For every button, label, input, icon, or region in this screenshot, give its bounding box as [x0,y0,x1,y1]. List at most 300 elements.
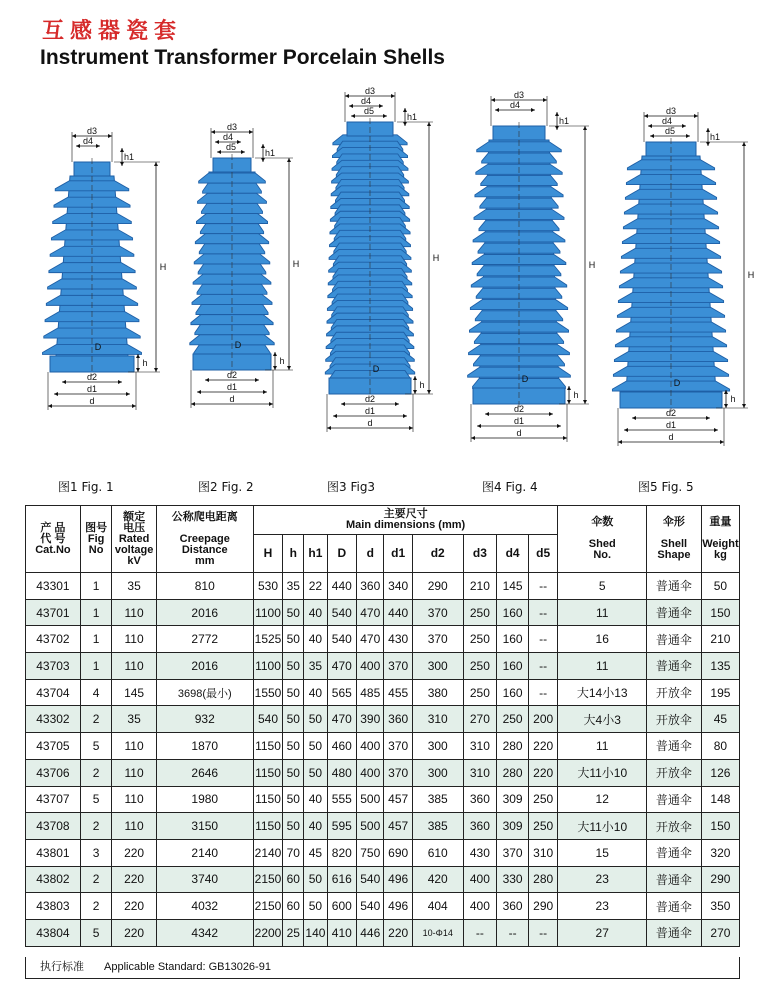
table-cell: 2646 [156,759,253,786]
dimension-label: d4 [509,100,521,110]
dimension-label: H [747,270,755,280]
table-cell: 300 [412,759,463,786]
dimension-label: h1 [558,116,570,126]
dimension-label: h1 [264,148,276,158]
table-cell: 43801 [26,839,81,866]
col-header-sub: d [357,535,384,573]
dimension-label: H [292,259,300,269]
title-english: Instrument Transformer Porcelain Shells [40,46,445,69]
table-cell: 2150 [253,866,283,893]
table-cell: 43708 [26,813,81,840]
table-cell: 360 [357,573,384,600]
table-cell: 220 [384,919,412,946]
table-cell: 446 [357,919,384,946]
table-cell: -- [463,919,497,946]
table-cell: 540 [253,706,283,733]
table-cell: 2016 [156,653,253,680]
table-cell: 310 [528,839,558,866]
table-cell: 350 [701,893,739,920]
table-cell: 2 [80,893,112,920]
table-row [26,759,740,786]
table-cell: 普通伞 [647,919,702,946]
table-cell: 540 [357,893,384,920]
standard-label-en: Applicable Standard: GB13026-91 [104,961,271,973]
table-cell: 23 [558,866,647,893]
table-cell: 126 [701,759,739,786]
dimension-label: d1 [86,384,98,394]
table-row [26,786,740,813]
table-row [26,653,740,680]
table-cell: 385 [412,813,463,840]
dimension-label: d3 [226,122,238,132]
table-row [26,919,740,946]
table-row [26,733,740,760]
table-cell: 50 [701,573,739,600]
table-cell: 145 [112,679,156,706]
table-cell: 1550 [253,679,283,706]
table-cell: 1980 [156,786,253,813]
col-header-weight: 重量 Weight kg [701,506,739,573]
table-cell: 470 [327,653,357,680]
table-cell: 148 [701,786,739,813]
table-cell: 50 [304,733,327,760]
table-cell: 370 [412,626,463,653]
table-cell: 40 [304,599,327,626]
dimension-label: d3 [364,86,376,96]
table-cell: 开放伞 [647,813,702,840]
table-cell: 280 [497,759,529,786]
table-cell: 3698(最小) [156,679,253,706]
table-cell: 496 [384,866,412,893]
table-cell: 540 [327,599,357,626]
table-cell: 43705 [26,733,81,760]
table-cell: -- [528,573,558,600]
table-cell: 160 [497,626,529,653]
table-cell: 540 [327,626,357,653]
dimension-label: H [159,262,167,272]
table-cell: 普通伞 [647,839,702,866]
table-cell: 540 [357,866,384,893]
table-cell: 440 [327,573,357,600]
table-cell: 220 [112,919,156,946]
table-cell: 195 [701,679,739,706]
table-cell: 3740 [156,866,253,893]
col-header-creepage: 公称爬电距离 Creepage Distance mm [156,506,253,573]
table-cell: 410 [327,919,357,946]
figure-5-caption: 图5 Fig. 5 [638,480,694,494]
table-cell: 595 [327,813,357,840]
table-cell: 404 [412,893,463,920]
table-row [26,839,740,866]
table-cell: 4 [80,679,112,706]
dimension-label: d5 [225,142,237,152]
dimension-label: d1 [665,420,677,430]
table-cell: 565 [327,679,357,706]
table-cell: 485 [357,679,384,706]
table-cell: -- [528,626,558,653]
table-cell: 370 [412,599,463,626]
table-cell: 40 [304,679,327,706]
table-cell: 309 [497,786,529,813]
dimension-label: d1 [226,382,238,392]
dimension-label: d [229,394,235,404]
table-cell: 普通伞 [647,573,702,600]
table-cell: 大14小13 [558,679,647,706]
table-cell: 普通伞 [647,653,702,680]
table-cell: 50 [283,733,304,760]
table-cell: 500 [357,813,384,840]
table-cell: 45 [701,706,739,733]
table-cell: 370 [384,733,412,760]
dimension-label: d2 [513,404,525,414]
table-cell: 500 [357,786,384,813]
table-cell: 普通伞 [647,866,702,893]
table-cell: 220 [528,759,558,786]
table-cell: 43301 [26,573,81,600]
table-cell: 40 [304,626,327,653]
table-cell: 530 [253,573,283,600]
table-cell: 310 [463,759,497,786]
table-cell: 110 [112,733,156,760]
table-cell: 600 [327,893,357,920]
dimension-label: d [89,396,95,406]
table-cell: 1 [80,573,112,600]
table-cell: 2 [80,866,112,893]
table-cell: 360 [384,706,412,733]
figure-4-caption: 图4 Fig. 4 [482,480,538,494]
table-cell: -- [528,653,558,680]
table-row [26,866,740,893]
table-cell: 50 [283,706,304,733]
table-cell: 43701 [26,599,81,626]
table-cell: 40 [304,786,327,813]
table-cell: 50 [283,679,304,706]
table-cell: 280 [497,733,529,760]
table-cell: 50 [304,866,327,893]
table-cell: 普通伞 [647,893,702,920]
table-cell: 2772 [156,626,253,653]
table-cell: 110 [112,599,156,626]
table-cell: 250 [463,599,497,626]
col-header-fig: 图号 Fig No [80,506,112,573]
table-cell: 43706 [26,759,81,786]
table-row [26,706,740,733]
table-cell: 开放伞 [647,679,702,706]
table-cell: 5 [80,786,112,813]
table-cell: 60 [283,866,304,893]
table-cell: 2140 [156,839,253,866]
table-cell: 210 [701,626,739,653]
table-cell: 5 [80,733,112,760]
table-cell: 1150 [253,813,283,840]
table-cell: 400 [357,733,384,760]
dimension-label: h [279,356,285,366]
table-cell: 820 [327,839,357,866]
table-cell: -- [497,919,529,946]
table-cell: 大11小10 [558,759,647,786]
table-cell: 4032 [156,893,253,920]
table-cell: 开放伞 [647,759,702,786]
table-cell: 360 [463,813,497,840]
table-cell: 50 [304,706,327,733]
table-cell: 250 [463,653,497,680]
col-header-sub: d1 [384,535,412,573]
table-cell: 50 [283,626,304,653]
table-cell: 1870 [156,733,253,760]
table-cell: 220 [112,866,156,893]
dimension-label: d3 [86,126,98,136]
table-cell: 400 [357,759,384,786]
table-cell: 270 [463,706,497,733]
diameter-D-label: D [372,364,380,374]
dimension-label: h1 [709,132,721,142]
table-cell: 360 [497,893,529,920]
table-cell: 43802 [26,866,81,893]
dimension-label: d3 [665,106,677,116]
table-cell: 43803 [26,893,81,920]
table-cell: 340 [384,573,412,600]
figure-1-caption: 图1 Fig. 1 [58,480,114,494]
table-cell: 370 [384,653,412,680]
dimension-label: h [573,390,579,400]
table-cell: 457 [384,813,412,840]
table-cell: 4342 [156,919,253,946]
table-row [26,626,740,653]
dimension-label: h [730,394,736,404]
table-cell: 110 [112,786,156,813]
table-cell: 大11小10 [558,813,647,840]
table-cell: 12 [558,786,647,813]
table-cell: 370 [384,759,412,786]
figures-drawing [0,70,770,470]
table-cell: 210 [463,573,497,600]
table-cell: 16 [558,626,647,653]
table-cell: 309 [497,813,529,840]
table-cell: 50 [304,893,327,920]
table-cell: 160 [497,599,529,626]
dimension-label: d [367,418,373,428]
table-cell: 250 [528,786,558,813]
table-cell: 160 [497,653,529,680]
dimension-label: d5 [363,106,375,116]
table-cell: 2 [80,759,112,786]
table-cell: 150 [701,813,739,840]
table-cell: 110 [112,759,156,786]
table-cell: 300 [412,733,463,760]
dimension-label: d1 [364,406,376,416]
dimension-label: d2 [665,408,677,418]
table-cell: 470 [357,599,384,626]
table-cell: 80 [701,733,739,760]
table-cell: 50 [283,599,304,626]
table-cell: 2200 [253,919,283,946]
figure-3-caption: 图3 Fig3 [327,480,376,494]
table-cell: 385 [412,786,463,813]
table-cell: 610 [412,839,463,866]
table-cell: 50 [304,759,327,786]
table-cell: -- [528,679,558,706]
table-row [26,599,740,626]
table-cell: 430 [463,839,497,866]
table-cell: 23 [558,893,647,920]
table-cell: 140 [304,919,327,946]
table-cell: 2140 [253,839,283,866]
table-cell: 150 [701,599,739,626]
table-cell: 440 [384,599,412,626]
table-cell: 开放伞 [647,706,702,733]
table-cell: 70 [283,839,304,866]
dimension-label: d1 [513,416,525,426]
table-cell: 50 [283,759,304,786]
table-cell: -- [528,919,558,946]
table-cell: 460 [327,733,357,760]
table-cell: 2 [80,813,112,840]
col-header-sub: D [327,535,357,573]
table-cell: 1100 [253,653,283,680]
table-cell: 11 [558,733,647,760]
table-cell: 43302 [26,706,81,733]
table-cell: 250 [463,626,497,653]
table-cell: 45 [304,839,327,866]
table-cell: 420 [412,866,463,893]
dimension-label: h1 [406,112,418,122]
standard-label-cn: 执行标准 [40,960,84,973]
table-cell: 普通伞 [647,626,702,653]
table-cell: 1100 [253,599,283,626]
table-cell: 35 [112,573,156,600]
col-header-shell-shape: 伞形 Shell Shape [647,506,702,573]
table-cell: 480 [327,759,357,786]
table-cell: 1150 [253,786,283,813]
table-cell: 932 [156,706,253,733]
table-cell: 390 [357,706,384,733]
col-header-sub: d2 [412,535,463,573]
spec-table [25,505,740,957]
table-cell: 690 [384,839,412,866]
table-cell: 145 [497,573,529,600]
table-cell: 250 [497,706,529,733]
applicable-standard [25,957,740,979]
dimension-label: d4 [360,96,372,106]
table-cell: 280 [528,866,558,893]
col-header-sub: d5 [528,535,558,573]
dimension-label: d4 [661,116,673,126]
table-cell: 2016 [156,599,253,626]
table-cell: 3 [80,839,112,866]
table-cell: 1 [80,599,112,626]
table-cell: 普通伞 [647,786,702,813]
table-cell: 455 [384,679,412,706]
dimension-label: H [588,260,596,270]
table-cell: 160 [497,679,529,706]
dimension-label: d [668,432,674,442]
table-cell: 400 [463,893,497,920]
table-cell: 320 [701,839,739,866]
table-cell: 470 [357,626,384,653]
table-cell: 110 [112,653,156,680]
diameter-D-label: D [234,340,242,350]
table-cell: 1 [80,626,112,653]
dimension-label: d2 [364,394,376,404]
table-cell: 220 [112,893,156,920]
dimension-label: d [516,428,522,438]
table-cell: 370 [497,839,529,866]
table-cell: 220 [528,733,558,760]
table-cell: 250 [528,813,558,840]
table-cell: 2150 [253,893,283,920]
table-row [26,813,740,840]
table-cell: 普通伞 [647,599,702,626]
table-cell: 300 [412,653,463,680]
table-cell: 25 [283,919,304,946]
table-cell: 330 [497,866,529,893]
table-cell: 220 [112,839,156,866]
dimension-label: h [142,358,148,368]
dimension-label: h1 [123,152,135,162]
table-cell: 22 [304,573,327,600]
table-cell: 310 [412,706,463,733]
table-cell: 43703 [26,653,81,680]
table-cell: 135 [701,653,739,680]
table-cell: 50 [283,786,304,813]
dimension-label: d2 [226,370,238,380]
dimension-label: d2 [86,372,98,382]
table-cell: 616 [327,866,357,893]
table-cell: 35 [283,573,304,600]
table-cell: 400 [357,653,384,680]
col-header-sub: h1 [304,535,327,573]
table-cell: 43702 [26,626,81,653]
table-cell: 110 [112,626,156,653]
dimension-label: H [432,253,440,263]
table-cell: 43704 [26,679,81,706]
dimension-label: d4 [222,132,234,142]
table-cell: 43804 [26,919,81,946]
table-cell: 400 [463,866,497,893]
table-cell: 5 [558,573,647,600]
table-cell: 110 [112,813,156,840]
col-header-rated-voltage: 额定 电压 Rated voltage kV [112,506,156,573]
table-cell: 50 [283,813,304,840]
table-cell: 470 [327,706,357,733]
title-chinese: 互感器瓷套 [42,19,183,44]
table-cell: 270 [701,919,739,946]
dimension-label: d5 [664,126,676,136]
table-cell: 11 [558,599,647,626]
table-cell: 普通伞 [647,733,702,760]
table-cell: 27 [558,919,647,946]
table-cell: 290 [528,893,558,920]
table-cell: 35 [304,653,327,680]
table-row [26,893,740,920]
table-cell: 5 [80,919,112,946]
table-cell: 35 [112,706,156,733]
table-row [26,573,740,600]
col-header-sub: h [283,535,304,573]
table-cell: 1150 [253,759,283,786]
table-cell: 15 [558,839,647,866]
table-cell: 10-Φ14 [412,919,463,946]
table-cell: 310 [463,733,497,760]
col-header-shed-no: 伞数 Shed No. [558,506,647,573]
table-cell: 555 [327,786,357,813]
table-cell: 60 [283,893,304,920]
table-cell: 380 [412,679,463,706]
table-cell: 43707 [26,786,81,813]
figure-2-caption: 图2 Fig. 2 [198,480,254,494]
table-row [26,679,740,706]
table-cell: 250 [463,679,497,706]
